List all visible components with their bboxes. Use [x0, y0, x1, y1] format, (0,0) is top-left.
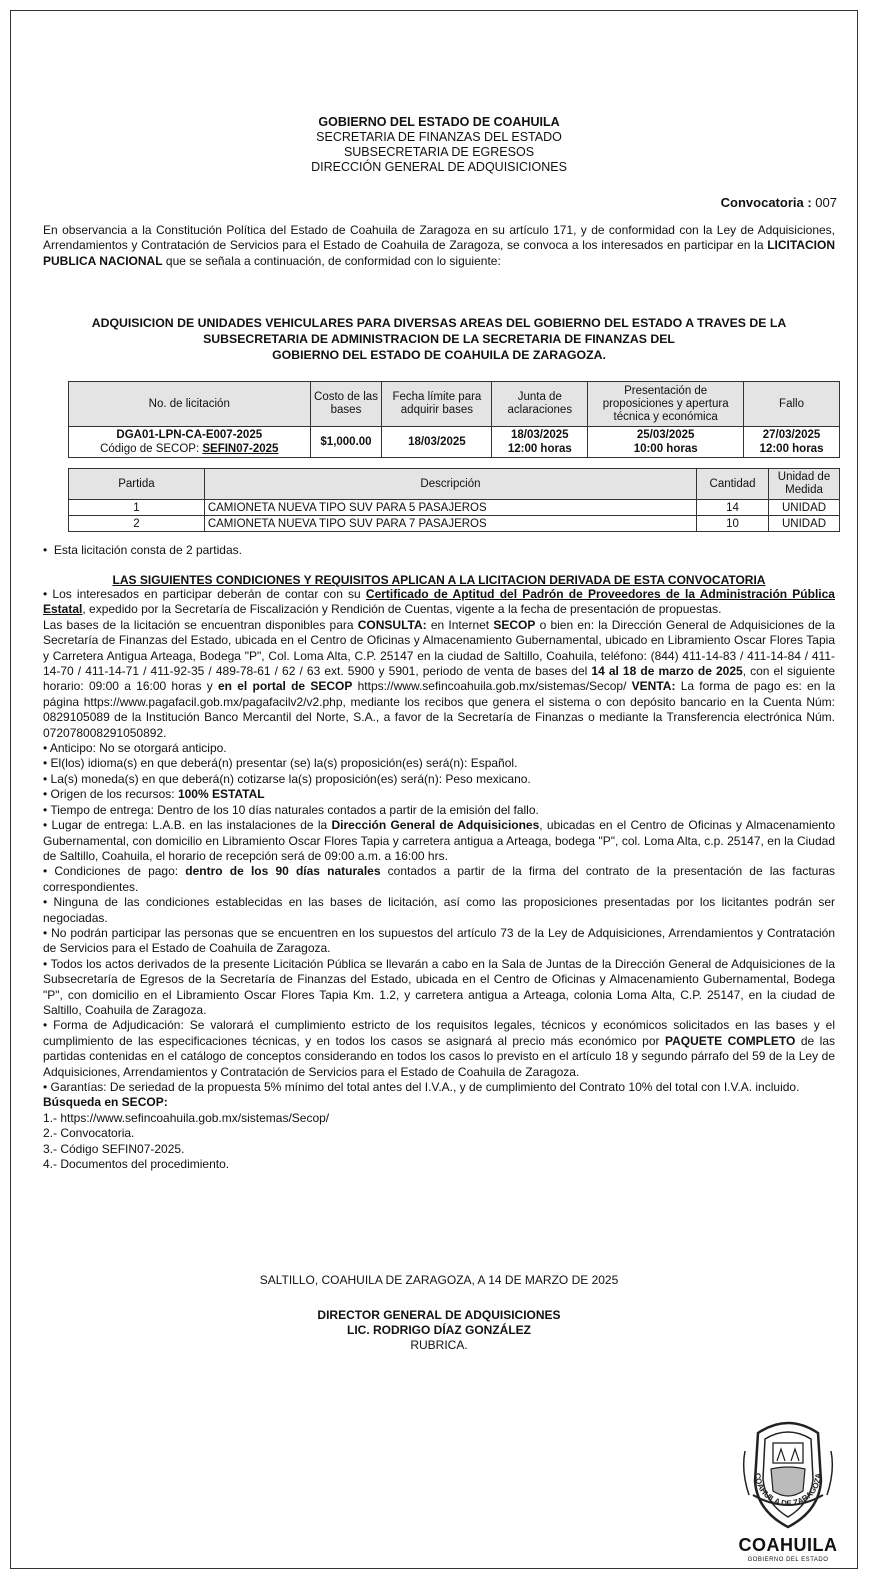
th-junta: Junta de aclaraciones	[492, 382, 588, 427]
table-row	[69, 516, 840, 532]
p2-c: en Internet	[426, 617, 494, 632]
cell-unidad: UNIDAD	[769, 516, 840, 532]
convocatoria-value: 007	[815, 195, 837, 210]
lugar-b: Dirección General de Adquisiciones	[331, 818, 540, 833]
header-secretaria: SECRETARIA DE FINANZAS DEL ESTADO	[316, 130, 562, 144]
convocatoria-label: Convocatoria :	[720, 195, 812, 210]
header-subsecretaria: SUBSECRETARIA DE EGRESOS	[343, 145, 535, 159]
secop-label: Código de SECOP:	[100, 443, 203, 455]
pago-b: dentro de los 90 días naturales	[185, 864, 381, 879]
header-government: GOBIERNO DEL ESTADO DE COAHUILA	[318, 115, 560, 129]
signer-name: LIC. RODRIGO DÍAZ GONZÁLEZ	[347, 1323, 531, 1337]
bullet-idioma: • El(los) idioma(s) en que deberá(n) presentar (se) la(s) proposición(es) será(n): Español.	[43, 756, 518, 771]
bullet-garantias: • Garantías: De seriedad de la propuesta 5% mínimo del total antes del I.V.A., y de cumplimiento del Contrato 10% del total con I.V.A. incluido.	[43, 1080, 800, 1094]
conditions-title	[43, 573, 835, 587]
moneda-text: La(s) moneda(s) en que deberá(n) cotizarse la(s) proposición(es) será(n): Peso mexicano.	[50, 771, 531, 786]
th-descripcion: Descripción	[204, 469, 696, 500]
requirement-padron: • Los interesados en participar deberán de contar con su Certificado de Aptitud del Padrón de Proveedores de la Administración Pública Estatal, expedido por la Secretaría de Fiscalización y Rendición de Cuentas, vigente a la fecha de presentación de propuestas.	[43, 587, 835, 617]
p2-e: o bien en: la Dirección General de Adquisiciones de la Secretaría de Finanzas del Estado, ubicada en el Centro de Oficinas y Almacenamiento Gubernamental, ubicado en Libramiento Oscar Flores Tapia y Carretera Antigua Arteaga, Bodega "P", Col. Loma Alta, C.P. 25147 en la ciudad de Saltillo, Coahuila, teléfono: (844) 411-14-83 / 411-14-84 / 411-14-70 / 411-14-71 / 411-92-35 / 489-78-61 / 62 / 63 ext. 5900 y 5901, periodo de venta de bases del	[43, 617, 835, 679]
intro-paragraph	[43, 223, 835, 269]
cell-unidad: UNIDAD	[769, 500, 840, 516]
bullet-lugar: • Lugar de entrega: L.A.B. en las instalaciones de la Dirección General de Adquisiciones, ubicadas en el Centro de Oficinas y Almacenamiento Gubernamental, con domicilio en Libramiento Oscar Flores Tapia y carretera antigua a Arteaga, bodega "P", col. Loma Alta, c.p. 25147, en la Ciudad de Saltillo, Coahuila, el horario de recepción será de 09:00 a.m. a 16:00 hrs.	[43, 818, 835, 863]
cell-costo: $1,000.00	[310, 427, 382, 458]
licitacion-id: DGA01-LPN-CA-E007-2025	[116, 429, 263, 441]
no-podran-text: No podrán participar las personas que se encuentren en los supuestos del artículo 73 de la Ley de Adquisiciones, Arrendamientos y Contratación de Servicios para el Estado de Coahuila de Zaragoza.	[43, 925, 835, 956]
th-unidad: Unidad de Medida	[769, 469, 840, 500]
bullet-actos: • Todos los actos derivados de la presente Licitación Pública se llevarán a cabo en la Sala de Juntas de la Dirección General de Adquisiciones de la Subsecretaría de Egresos de la Secretaría de Finanzas del Estado, ubicada en el Centro de Oficinas y Almacenamiento Gubernamental, Bodega "P", con domicilio en el Libramiento Oscar Flores Tapia Km. 1.2, y carretera antigua a Arteaga, colonia Loma Alta, C.P. 25147, en la ciudad de Saltillo, Coahuila de Zaragoza.	[43, 956, 835, 1017]
signature-block	[43, 1273, 835, 1353]
th-licitacion: No. de licitación	[69, 382, 311, 427]
p2-i: https://www.sefincoahuila.gob.mx/sistemas/Secop/	[352, 679, 632, 694]
table-row	[69, 427, 840, 458]
table-header-row	[69, 382, 840, 427]
fallo-date: 27/03/2025	[762, 429, 821, 441]
convocatoria-number	[721, 195, 837, 210]
cell-junta	[492, 427, 588, 458]
presentacion-time: 10:00 horas	[633, 443, 698, 455]
busqueda-item: 3.- Código SEFIN07-2025.	[43, 1141, 185, 1156]
p2-f: 14 al 18 de marzo de 2025	[591, 664, 743, 679]
junta-time: 12:00 horas	[507, 443, 572, 455]
table-row	[69, 500, 840, 516]
cell-partida: 1	[69, 500, 205, 516]
th-cantidad: Cantidad	[697, 469, 769, 500]
intro-bold: LICITACION PUBLICA NACIONAL	[43, 238, 835, 268]
logo-name: COAHUILA	[738, 1535, 838, 1555]
th-costo: Costo de las bases	[310, 382, 382, 427]
cell-fallo	[744, 427, 840, 458]
origen-b: 100% ESTATAL	[177, 787, 265, 802]
actos-text: Todos los actos derivados de la presente Licitación Pública se llevarán a cabo en la Sala de Juntas de la Dirección General de Adquisiciones de la Subsecretaría de Egresos de la Secretaría de Finanzas del Estado, ubicada en el Centro de Oficinas y Almacenamiento Gubernamental, Bodega "P", con domicilio en el Libramiento Oscar Flores Tapia Km. 1.2, y carretera antigua a Arteaga, colonia Loma Alta, C.P. 25147, en la ciudad de Saltillo, Coahuila de Zaragoza.	[43, 956, 835, 1017]
rubrica: RUBRICA.	[410, 1338, 468, 1352]
header	[43, 115, 835, 175]
bullet-ninguna: • Ninguna de las condiciones establecidas en las bases de licitación, así como las proposiciones presentadas por los licitantes podrán ser negociadas.	[43, 895, 835, 925]
coat-of-arms-icon	[733, 1411, 843, 1533]
junta-date: 18/03/2025	[511, 429, 569, 441]
object-line-3: GOBIERNO DEL ESTADO DE COAHUILA DE ZARAGOZA.	[272, 348, 606, 362]
bullet-tiempo: • Tiempo de entrega: Dentro de los 10 días naturales contados a partir de la emisión del fallo.	[43, 802, 539, 817]
anticipo-text: Anticipo: No se otorgará anticipo.	[49, 741, 227, 756]
intro-text-2: que se señala a continuación, de conformidad con lo siguiente:	[162, 253, 501, 268]
p2-h: en el portal de SECOP	[217, 679, 353, 694]
tender-schedule-table	[68, 381, 840, 458]
coahuila-logo	[733, 1411, 843, 1561]
fallo-time: 12:00 horas	[759, 443, 824, 455]
lugar-c: , ubicadas en el Centro de Oficinas y Almacenamiento Gubernamental, con domicilio en Libramiento Oscar Flores Tapia y carretera antigua a Arteaga, bodega "P", col. Loma Alta, c.p. 25147, en la Ciudad de Saltillo, Coahuila, el horario de recepción será de 09:00 a.m. a 16:00 hrs.	[43, 818, 835, 863]
th-partida: Partida	[69, 469, 205, 500]
cell-presentacion	[588, 427, 744, 458]
cell-descripcion: CAMIONETA NUEVA TIPO SUV PARA 5 PASAJEROS	[204, 500, 696, 516]
p2-j: VENTA:	[631, 679, 676, 694]
ninguna-text: Ninguna de las condiciones establecidas en las bases de licitación, así como las proposiciones presentadas por los licitantes podrán ser negociadas.	[43, 895, 835, 925]
presentacion-date: 25/03/2025	[636, 429, 695, 441]
logo-subtitle: GOBIERNO DEL ESTADO	[747, 1557, 829, 1563]
p2-k: La forma de pago es: en la página https://www.pagafacil.gob.mx/pagafacilv2/v2.php, mediante los recibos que genera el sistema o con depósito bancario en la Cuenta Núm: 0829105089 de la Institución Banco Mercantil del Norte, S.A., a favor de la Secretaría de Finanzas o mediante la Transferencia electrónica Núm. 072078008291050892.	[43, 679, 835, 740]
busqueda-title	[43, 1095, 835, 1110]
busqueda-item: 2.- Convocatoria.	[43, 1126, 135, 1141]
secop-code: SEFIN07-2025	[202, 443, 279, 455]
bullet-origen: • Origen de los recursos: 100% ESTATAL	[43, 787, 265, 802]
cell-fecha-limite: 18/03/2025	[382, 427, 492, 458]
p2-d: SECOP	[493, 617, 536, 632]
cell-licitacion	[69, 427, 311, 458]
garantias-text: Garantías: De seriedad de la propuesta 5% mínimo del total antes del I.V.A., y de cumplimiento del Contrato 10% del total con I.V.A. incluido.	[50, 1080, 800, 1094]
items-table	[68, 468, 840, 532]
partidas-note: • Esta licitación consta de 2 partidas.	[43, 543, 242, 557]
seal-text: COAHUILA DE ZARAGOZA	[752, 1472, 824, 1509]
th-fecha-limite: Fecha límite para adquirir bases	[382, 382, 492, 427]
cell-cantidad: 14	[697, 500, 769, 516]
bullet-forma: • Forma de Adjudicación: Se valorará el cumplimiento estricto de los requisitos legales, técnicos y económicos solicitados en las bases y el cumplimiento de las especificaciones técnicas, y en todos los casos se asignará al precio más económico por PAQUETE COMPLETO de las partidas contenidas en el catálogo de conceptos considerando en todos los casos lo previsto en el artículo 18 y segundo párrafo del 59 de la Ley de Adquisiciones, Arrendamientos y Contratación de Servicios para el Estado de Coahuila de Zaragoza.	[43, 1018, 835, 1079]
th-presentacion: Presentación de proposiciones y apertura técnica y económica	[588, 382, 744, 427]
pago-a: Condiciones de pago:	[54, 864, 186, 879]
p1-c: , expedido por la Secretaría de Fiscalización y Rendición de Cuentas, vigente a la fecha de presentación de propuestas.	[82, 602, 722, 617]
cell-descripcion: CAMIONETA NUEVA TIPO SUV PARA 7 PASAJEROS	[204, 516, 696, 532]
p2-a: Las bases de la licitación se encuentran disponibles para	[43, 617, 358, 632]
p2-b: CONSULTA:	[357, 617, 427, 632]
p2-g: , con el siguiente horario: 09:00 a 16:00 horas y	[43, 664, 836, 694]
partidas-note-text: Esta licitación consta de 2 partidas.	[53, 543, 242, 557]
place-date: SALTILLO, COAHUILA DE ZARAGOZA, A 14 DE MARZO DE 2025	[259, 1273, 619, 1287]
conditions-title-text: LAS SIGUIENTES CONDICIONES Y REQUISITOS APLICAN A LA LICITACION DERIVADA DE ESTA CONVOCATORIA	[112, 573, 766, 587]
lugar-a: Lugar de entrega: L.A.B. en las instalaciones de la	[51, 818, 332, 833]
page-frame	[10, 10, 858, 1569]
intro-text-1: En observancia a la Constitución Política del Estado de Coahuila de Zaragoza en su artículo 171, y de conformidad con la Ley de Adquisiciones, Arrendamientos y Contratación de Servicios para el Estado de Coahuila de Zaragoza, se convoca a los interesados en participar en la	[43, 223, 835, 253]
busqueda-item: 4.- Documentos del procedimiento.	[43, 1157, 230, 1172]
busqueda-item: 1.- https://www.sefincoahuila.gob.mx/sistemas/Secop/	[43, 1110, 330, 1125]
bullet-anticipo: • Anticipo: No se otorgará anticipo.	[43, 741, 227, 756]
signer-title: DIRECTOR GENERAL DE ADQUISICIONES	[317, 1308, 561, 1322]
bullet-moneda: • La(s) moneda(s) en que deberá(n) cotizarse la(s) proposición(es) será(n): Peso mexicano.	[43, 771, 531, 786]
forma-c: de las partidas contenidas en el catálogo de conceptos considerando en todos los casos lo previsto en el artículo 18 y segundo párrafo del 59 de la Ley de Adquisiciones, Arrendamientos y Contratación de Servicios para el Estado de Coahuila de Zaragoza.	[43, 1033, 835, 1079]
object-line-2: SUBSECRETARIA DE ADMINISTRACION DE LA SECRETARIA DE FINANZAS DEL	[203, 332, 675, 346]
idioma-text: El(los) idioma(s) en que deberá(n) presentar (se) la(s) proposición(es) será(n): Español.	[50, 756, 518, 771]
header-direccion: DIRECCIÓN GENERAL DE ADQUISICIONES	[311, 160, 567, 174]
th-fallo: Fallo	[744, 382, 840, 427]
origen-a: Origen de los recursos:	[50, 787, 178, 802]
p1-b: Certificado de Aptitud del Padrón de Proveedores de la Administración Pública Estatal	[43, 587, 835, 617]
bullet-pago: • Condiciones de pago: dentro de los 90 días naturales contados a partir de la firma del contrato de la presentación de las facturas correspondientes.	[43, 864, 835, 894]
bullet-no-podran: • No podrán participar las personas que se encuentren en los supuestos del artículo 73 de la Ley de Adquisiciones, Arrendamientos y Contratación de Servicios para el Estado de Coahuila de Zaragoza.	[43, 925, 835, 956]
object-line-1: ADQUISICION DE UNIDADES VEHICULARES PARA DIVERSAS AREAS DEL GOBIERNO DEL ESTADO A TRAVES DE LA	[91, 316, 787, 330]
busqueda-title-text: Búsqueda en SECOP:	[43, 1095, 168, 1110]
table-header-row	[69, 469, 840, 500]
bases-availability	[43, 618, 835, 741]
conditions-section	[43, 573, 835, 1172]
procurement-object	[43, 315, 835, 363]
forma-a: Forma de Adjudicación: Se valorará el cumplimiento estricto de los requisitos legales, técnicos y económicos solicitados en las bases y el cumplimiento de las especificaciones técnicas, y en todos los casos se asignará al precio más económico por	[43, 1018, 835, 1048]
forma-b: PAQUETE COMPLETO	[664, 1033, 796, 1048]
cell-partida: 2	[69, 516, 205, 532]
p1-a: Los interesados en participar deberán de contar con su	[52, 587, 366, 601]
cell-cantidad: 10	[697, 516, 769, 532]
pago-c: contados a partir de la firma del contrato de la presentación de las facturas correspondientes.	[43, 864, 835, 894]
tiempo-text: Tiempo de entrega: Dentro de los 10 días naturales contados a partir de la emisión del fallo.	[50, 802, 539, 817]
